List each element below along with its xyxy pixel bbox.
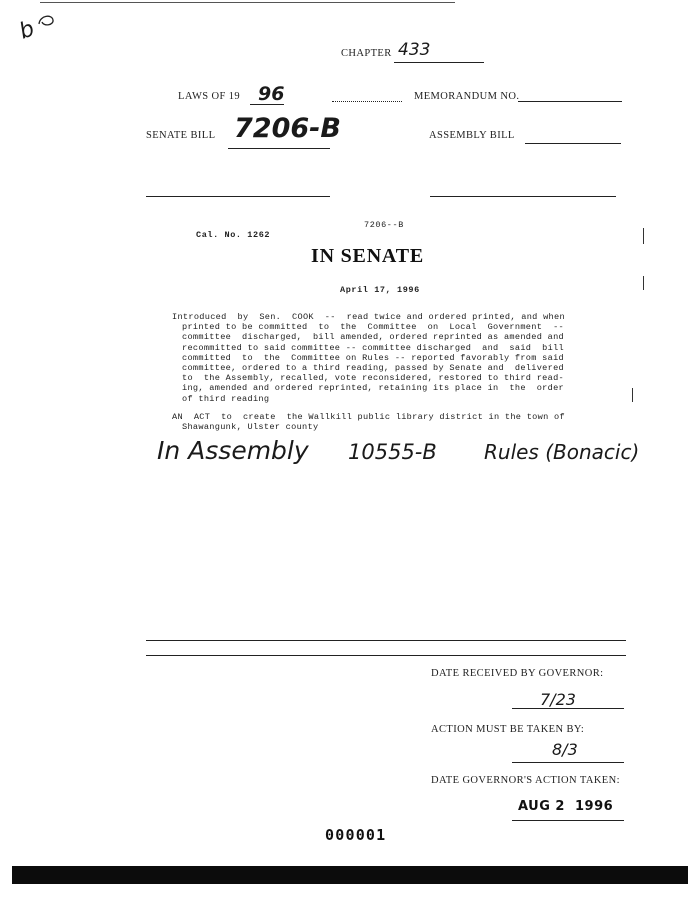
act-title-line: AN ACT to create the Wallkill public library district in the town of	[172, 412, 565, 422]
assembly-number-note: 10555-B	[348, 440, 437, 464]
chapter-line	[394, 62, 484, 63]
memorandum-line	[518, 101, 622, 102]
action-by-value: 8/3	[552, 740, 578, 759]
introduction-line: Introduced by Sen. COOK -- read twice and ordered printed, and when	[172, 312, 565, 322]
bill-number: 7206--B	[364, 220, 404, 230]
act-title-line: Shawangunk, Ulster county	[182, 422, 319, 433]
introduction-line: printed to be committed to the Committee on Local Government --	[182, 322, 564, 333]
senate-bill-line	[228, 148, 330, 149]
introduction-line: committee, ordered to a third reading, passed by Senate and delivered	[182, 363, 564, 374]
corner-scribble	[36, 12, 58, 30]
corner-mark: b	[16, 16, 38, 45]
introduction-line: ing, amended and ordered reprinted, retaining its place in the order	[182, 383, 564, 394]
action-taken-label: DATE GOVERNOR'S ACTION TAKEN:	[431, 775, 620, 786]
introduction-line: to the Assembly, recalled, vote reconsidered, restored to third read-	[182, 373, 564, 384]
memorandum-left-line	[332, 101, 402, 102]
separator-line-1	[146, 640, 626, 641]
laws-label: LAWS OF 19	[178, 91, 241, 102]
date-received-label: DATE RECEIVED BY GOVERNOR:	[431, 668, 604, 679]
act-title	[172, 412, 565, 432]
margin-tick-3	[632, 388, 633, 402]
scan-edge-bar	[12, 866, 688, 884]
action-taken-line	[512, 820, 624, 821]
bill-date: April 17, 1996	[340, 285, 420, 295]
introduction-line: committed to the Committee on Rules -- reported favorably from said	[182, 352, 564, 363]
action-by-label: ACTION MUST BE TAKEN BY:	[431, 724, 585, 735]
action-by-line	[512, 762, 624, 763]
signature-line-right	[430, 196, 616, 197]
top-rule	[40, 2, 455, 3]
date-received-line	[512, 708, 624, 709]
chamber-heading: IN SENATE	[311, 245, 424, 267]
memorandum-label: MEMORANDUM NO.	[414, 91, 520, 102]
senate-bill-value: 7206-B	[234, 113, 341, 144]
senate-bill-label: SENATE BILL	[146, 130, 216, 141]
signature-line-left	[146, 196, 330, 197]
assembly-bill-label: ASSEMBLY BILL	[429, 130, 515, 141]
action-taken-stamp: AUG 2 1996	[518, 799, 614, 814]
separator-line-2	[146, 655, 626, 656]
introduction-line: of third reading	[182, 393, 270, 404]
rules-note: Rules (Bonacic)	[484, 440, 640, 464]
laws-value: 96	[258, 83, 285, 105]
chapter-label: CHAPTER	[341, 48, 392, 59]
introduction-line: committee discharged, bill amended, ordered reprinted as amended and	[182, 332, 564, 343]
chapter-value: 433	[398, 40, 431, 60]
in-assembly-note: In Assembly	[157, 436, 309, 465]
cal-no: Cal. No. 1262	[196, 230, 271, 240]
page-number: 000001	[325, 826, 387, 844]
margin-tick-1	[643, 228, 644, 244]
laws-line	[250, 104, 284, 105]
date-received-value: 7/23	[540, 690, 576, 709]
introduction-line: recommitted to said committee -- committee discharged and said bill	[182, 342, 564, 353]
assembly-bill-line	[525, 143, 621, 144]
margin-tick-2	[643, 276, 644, 290]
introduction-text	[172, 312, 565, 404]
